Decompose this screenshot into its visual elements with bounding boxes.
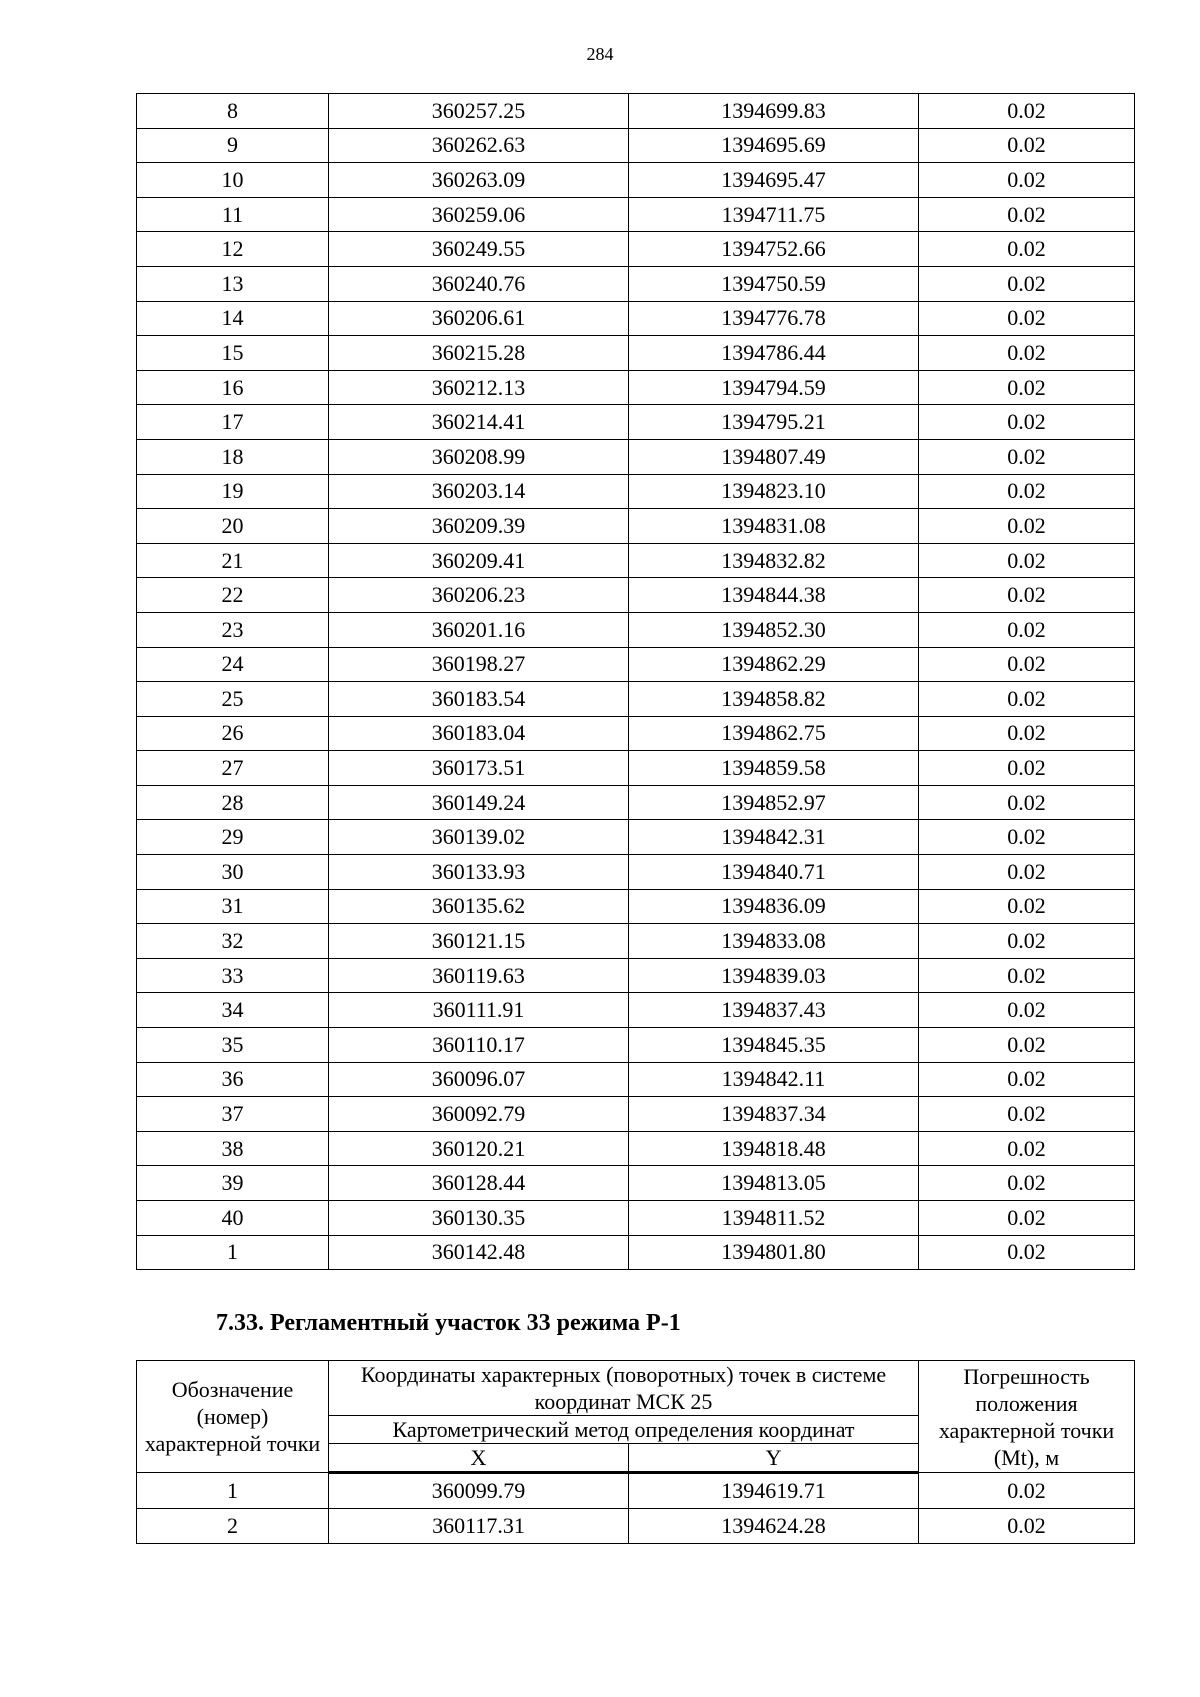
x-coordinate-cell: 360263.09 bbox=[329, 163, 629, 198]
table-row bbox=[137, 405, 1135, 440]
x-coordinate-cell: 360214.41 bbox=[329, 405, 629, 440]
x-coordinate-cell: 360149.24 bbox=[329, 785, 629, 820]
point-number-cell: 2 bbox=[137, 1509, 329, 1544]
y-coordinate-cell: 1394852.97 bbox=[629, 785, 919, 820]
y-coordinate-cell: 1394831.08 bbox=[629, 509, 919, 544]
x-coordinate-cell: 360215.28 bbox=[329, 336, 629, 371]
y-coordinate-cell: 1394837.34 bbox=[629, 1097, 919, 1132]
y-coordinate-cell: 1394844.38 bbox=[629, 578, 919, 613]
y-coordinate-cell: 1394801.80 bbox=[629, 1235, 919, 1270]
y-coordinate-cell: 1394695.47 bbox=[629, 163, 919, 198]
x-coordinate-cell: 360183.04 bbox=[329, 716, 629, 751]
position-error-cell: 0.02 bbox=[919, 855, 1135, 890]
position-error-header: Погрешность положения характерной точки (Mt), м bbox=[919, 1361, 1135, 1473]
table-row bbox=[137, 197, 1135, 232]
y-coordinate-cell: 1394837.43 bbox=[629, 993, 919, 1028]
x-coordinate-cell: 360110.17 bbox=[329, 1028, 629, 1063]
point-number-cell: 14 bbox=[137, 301, 329, 336]
point-number-cell: 20 bbox=[137, 509, 329, 544]
y-column-header: Y bbox=[629, 1444, 919, 1473]
x-column-header: X bbox=[329, 1444, 629, 1473]
point-number-cell: 32 bbox=[137, 924, 329, 959]
x-coordinate-cell: 360128.44 bbox=[329, 1166, 629, 1201]
position-error-cell: 0.02 bbox=[919, 1473, 1135, 1509]
page-number: 284 bbox=[586, 44, 614, 64]
x-coordinate-cell: 360206.61 bbox=[329, 301, 629, 336]
x-coordinate-cell: 360121.15 bbox=[329, 924, 629, 959]
table-row bbox=[137, 370, 1135, 405]
point-number-cell: 27 bbox=[137, 751, 329, 786]
table-row bbox=[137, 612, 1135, 647]
table-row bbox=[137, 855, 1135, 890]
position-error-cell: 0.02 bbox=[919, 1062, 1135, 1097]
y-coordinate-cell: 1394852.30 bbox=[629, 612, 919, 647]
x-coordinate-cell: 360183.54 bbox=[329, 682, 629, 717]
point-number-cell: 17 bbox=[137, 405, 329, 440]
y-coordinate-cell: 1394833.08 bbox=[629, 924, 919, 959]
table-row bbox=[137, 336, 1135, 371]
table-row bbox=[137, 543, 1135, 578]
table-row bbox=[137, 785, 1135, 820]
y-coordinate-cell: 1394836.09 bbox=[629, 889, 919, 924]
position-error-cell: 0.02 bbox=[919, 1131, 1135, 1166]
x-coordinate-cell: 360257.25 bbox=[329, 94, 629, 129]
point-number-cell: 30 bbox=[137, 855, 329, 890]
point-number-cell: 37 bbox=[137, 1097, 329, 1132]
table-row bbox=[137, 509, 1135, 544]
position-error-cell: 0.02 bbox=[919, 716, 1135, 751]
x-coordinate-cell: 360201.16 bbox=[329, 612, 629, 647]
y-coordinate-cell: 1394811.52 bbox=[629, 1201, 919, 1236]
y-coordinate-cell: 1394842.11 bbox=[629, 1062, 919, 1097]
table-row bbox=[137, 232, 1135, 267]
position-error-cell: 0.02 bbox=[919, 1509, 1135, 1544]
x-coordinate-cell: 360173.51 bbox=[329, 751, 629, 786]
table-row bbox=[137, 1473, 1135, 1509]
position-error-cell: 0.02 bbox=[919, 163, 1135, 198]
point-number-cell: 24 bbox=[137, 647, 329, 682]
position-error-cell: 0.02 bbox=[919, 197, 1135, 232]
point-number-cell: 21 bbox=[137, 543, 329, 578]
position-error-cell: 0.02 bbox=[919, 612, 1135, 647]
position-error-cell: 0.02 bbox=[919, 1235, 1135, 1270]
point-number-cell: 34 bbox=[137, 993, 329, 1028]
table-row bbox=[137, 924, 1135, 959]
x-coordinate-cell: 360203.14 bbox=[329, 474, 629, 509]
table-row bbox=[137, 1097, 1135, 1132]
x-coordinate-cell: 360259.06 bbox=[329, 197, 629, 232]
y-coordinate-cell: 1394813.05 bbox=[629, 1166, 919, 1201]
position-error-cell: 0.02 bbox=[919, 1028, 1135, 1063]
y-coordinate-cell: 1394711.75 bbox=[629, 197, 919, 232]
table-row bbox=[137, 682, 1135, 717]
coordinates-table-continued bbox=[136, 93, 1135, 1270]
y-coordinate-cell: 1394823.10 bbox=[629, 474, 919, 509]
y-coordinate-cell: 1394858.82 bbox=[629, 682, 919, 717]
table-header bbox=[137, 1361, 1135, 1473]
point-number-cell: 39 bbox=[137, 1166, 329, 1201]
point-number-header: Обозначение (номер) характерной точки bbox=[137, 1361, 329, 1473]
point-number-cell: 19 bbox=[137, 474, 329, 509]
point-number-cell: 28 bbox=[137, 785, 329, 820]
x-coordinate-cell: 360130.35 bbox=[329, 1201, 629, 1236]
table-row bbox=[137, 1201, 1135, 1236]
position-error-cell: 0.02 bbox=[919, 647, 1135, 682]
table-row bbox=[137, 578, 1135, 613]
position-error-cell: 0.02 bbox=[919, 958, 1135, 993]
point-number-cell: 13 bbox=[137, 266, 329, 301]
table-row bbox=[137, 751, 1135, 786]
y-coordinate-cell: 1394619.71 bbox=[629, 1473, 919, 1509]
position-error-cell: 0.02 bbox=[919, 924, 1135, 959]
table-row bbox=[137, 958, 1135, 993]
table-row bbox=[137, 1235, 1135, 1270]
x-coordinate-cell: 360119.63 bbox=[329, 958, 629, 993]
y-coordinate-cell: 1394752.66 bbox=[629, 232, 919, 267]
point-number-cell: 16 bbox=[137, 370, 329, 405]
x-coordinate-cell: 360206.23 bbox=[329, 578, 629, 613]
table-row bbox=[137, 1028, 1135, 1063]
y-coordinate-cell: 1394794.59 bbox=[629, 370, 919, 405]
position-error-cell: 0.02 bbox=[919, 301, 1135, 336]
position-error-cell: 0.02 bbox=[919, 474, 1135, 509]
position-error-cell: 0.02 bbox=[919, 820, 1135, 855]
point-number-cell: 18 bbox=[137, 439, 329, 474]
position-error-cell: 0.02 bbox=[919, 405, 1135, 440]
point-number-cell: 12 bbox=[137, 232, 329, 267]
position-error-cell: 0.02 bbox=[919, 751, 1135, 786]
x-coordinate-cell: 360208.99 bbox=[329, 439, 629, 474]
position-error-cell: 0.02 bbox=[919, 993, 1135, 1028]
point-number-cell: 1 bbox=[137, 1235, 329, 1270]
x-coordinate-cell: 360117.31 bbox=[329, 1509, 629, 1544]
x-coordinate-cell: 360142.48 bbox=[329, 1235, 629, 1270]
y-coordinate-cell: 1394795.21 bbox=[629, 405, 919, 440]
point-number-cell: 38 bbox=[137, 1131, 329, 1166]
y-coordinate-cell: 1394699.83 bbox=[629, 94, 919, 129]
method-header: Картометрический метод определения координат bbox=[329, 1416, 919, 1444]
point-number-cell: 15 bbox=[137, 336, 329, 371]
table-row bbox=[137, 647, 1135, 682]
y-coordinate-cell: 1394859.58 bbox=[629, 751, 919, 786]
point-number-cell: 10 bbox=[137, 163, 329, 198]
position-error-cell: 0.02 bbox=[919, 370, 1135, 405]
y-coordinate-cell: 1394840.71 bbox=[629, 855, 919, 890]
x-coordinate-cell: 360120.21 bbox=[329, 1131, 629, 1166]
table-row bbox=[137, 439, 1135, 474]
table-row bbox=[137, 1509, 1135, 1544]
table-row bbox=[137, 716, 1135, 751]
point-number-cell: 29 bbox=[137, 820, 329, 855]
position-error-cell: 0.02 bbox=[919, 266, 1135, 301]
x-coordinate-cell: 360133.93 bbox=[329, 855, 629, 890]
point-number-cell: 1 bbox=[137, 1473, 329, 1509]
x-coordinate-cell: 360092.79 bbox=[329, 1097, 629, 1132]
y-coordinate-cell: 1394832.82 bbox=[629, 543, 919, 578]
x-coordinate-cell: 360262.63 bbox=[329, 128, 629, 163]
point-number-cell: 11 bbox=[137, 197, 329, 232]
position-error-cell: 0.02 bbox=[919, 1097, 1135, 1132]
y-coordinate-cell: 1394750.59 bbox=[629, 266, 919, 301]
position-error-cell: 0.02 bbox=[919, 578, 1135, 613]
position-error-cell: 0.02 bbox=[919, 232, 1135, 267]
position-error-cell: 0.02 bbox=[919, 1201, 1135, 1236]
table-row bbox=[137, 301, 1135, 336]
point-number-cell: 36 bbox=[137, 1062, 329, 1097]
x-coordinate-cell: 360139.02 bbox=[329, 820, 629, 855]
y-coordinate-cell: 1394807.49 bbox=[629, 439, 919, 474]
point-number-cell: 23 bbox=[137, 612, 329, 647]
section-heading: 7.33. Регламентный участок 33 режима Р-1 bbox=[216, 1310, 681, 1336]
point-number-cell: 31 bbox=[137, 889, 329, 924]
point-number-cell: 40 bbox=[137, 1201, 329, 1236]
table-row bbox=[137, 474, 1135, 509]
position-error-cell: 0.02 bbox=[919, 439, 1135, 474]
y-coordinate-cell: 1394818.48 bbox=[629, 1131, 919, 1166]
position-error-cell: 0.02 bbox=[919, 128, 1135, 163]
y-coordinate-cell: 1394839.03 bbox=[629, 958, 919, 993]
x-coordinate-cell: 360209.41 bbox=[329, 543, 629, 578]
table-row bbox=[137, 94, 1135, 129]
x-coordinate-cell: 360099.79 bbox=[329, 1473, 629, 1509]
table-row bbox=[137, 889, 1135, 924]
point-number-cell: 25 bbox=[137, 682, 329, 717]
position-error-cell: 0.02 bbox=[919, 543, 1135, 578]
y-coordinate-cell: 1394842.31 bbox=[629, 820, 919, 855]
point-number-cell: 8 bbox=[137, 94, 329, 129]
x-coordinate-cell: 360096.07 bbox=[329, 1062, 629, 1097]
position-error-cell: 0.02 bbox=[919, 1166, 1135, 1201]
table-row bbox=[137, 993, 1135, 1028]
table-row bbox=[137, 820, 1135, 855]
x-coordinate-cell: 360198.27 bbox=[329, 647, 629, 682]
y-coordinate-cell: 1394845.35 bbox=[629, 1028, 919, 1063]
point-number-cell: 9 bbox=[137, 128, 329, 163]
y-coordinate-cell: 1394862.75 bbox=[629, 716, 919, 751]
y-coordinate-cell: 1394624.28 bbox=[629, 1509, 919, 1544]
table-row bbox=[137, 1131, 1135, 1166]
point-number-cell: 35 bbox=[137, 1028, 329, 1063]
position-error-cell: 0.02 bbox=[919, 509, 1135, 544]
coordinates-table-body bbox=[137, 94, 1135, 1270]
coordinates-table-section-33 bbox=[136, 1360, 1135, 1544]
table-row bbox=[137, 1062, 1135, 1097]
point-number-cell: 22 bbox=[137, 578, 329, 613]
y-coordinate-cell: 1394786.44 bbox=[629, 336, 919, 371]
x-coordinate-cell: 360135.62 bbox=[329, 889, 629, 924]
coordinates-header: Координаты характерных (поворотных) точек в системе координат МСК 25 bbox=[329, 1361, 919, 1416]
table-row bbox=[137, 266, 1135, 301]
position-error-cell: 0.02 bbox=[919, 785, 1135, 820]
x-coordinate-cell: 360249.55 bbox=[329, 232, 629, 267]
position-error-cell: 0.02 bbox=[919, 889, 1135, 924]
table-row bbox=[137, 1166, 1135, 1201]
position-error-cell: 0.02 bbox=[919, 336, 1135, 371]
point-number-cell: 33 bbox=[137, 958, 329, 993]
x-coordinate-cell: 360209.39 bbox=[329, 509, 629, 544]
position-error-cell: 0.02 bbox=[919, 94, 1135, 129]
y-coordinate-cell: 1394695.69 bbox=[629, 128, 919, 163]
position-error-cell: 0.02 bbox=[919, 682, 1135, 717]
x-coordinate-cell: 360212.13 bbox=[329, 370, 629, 405]
y-coordinate-cell: 1394776.78 bbox=[629, 301, 919, 336]
table-row bbox=[137, 128, 1135, 163]
y-coordinate-cell: 1394862.29 bbox=[629, 647, 919, 682]
table-row bbox=[137, 163, 1135, 198]
point-number-cell: 26 bbox=[137, 716, 329, 751]
x-coordinate-cell: 360111.91 bbox=[329, 993, 629, 1028]
x-coordinate-cell: 360240.76 bbox=[329, 266, 629, 301]
coordinates-table-body bbox=[137, 1473, 1135, 1544]
